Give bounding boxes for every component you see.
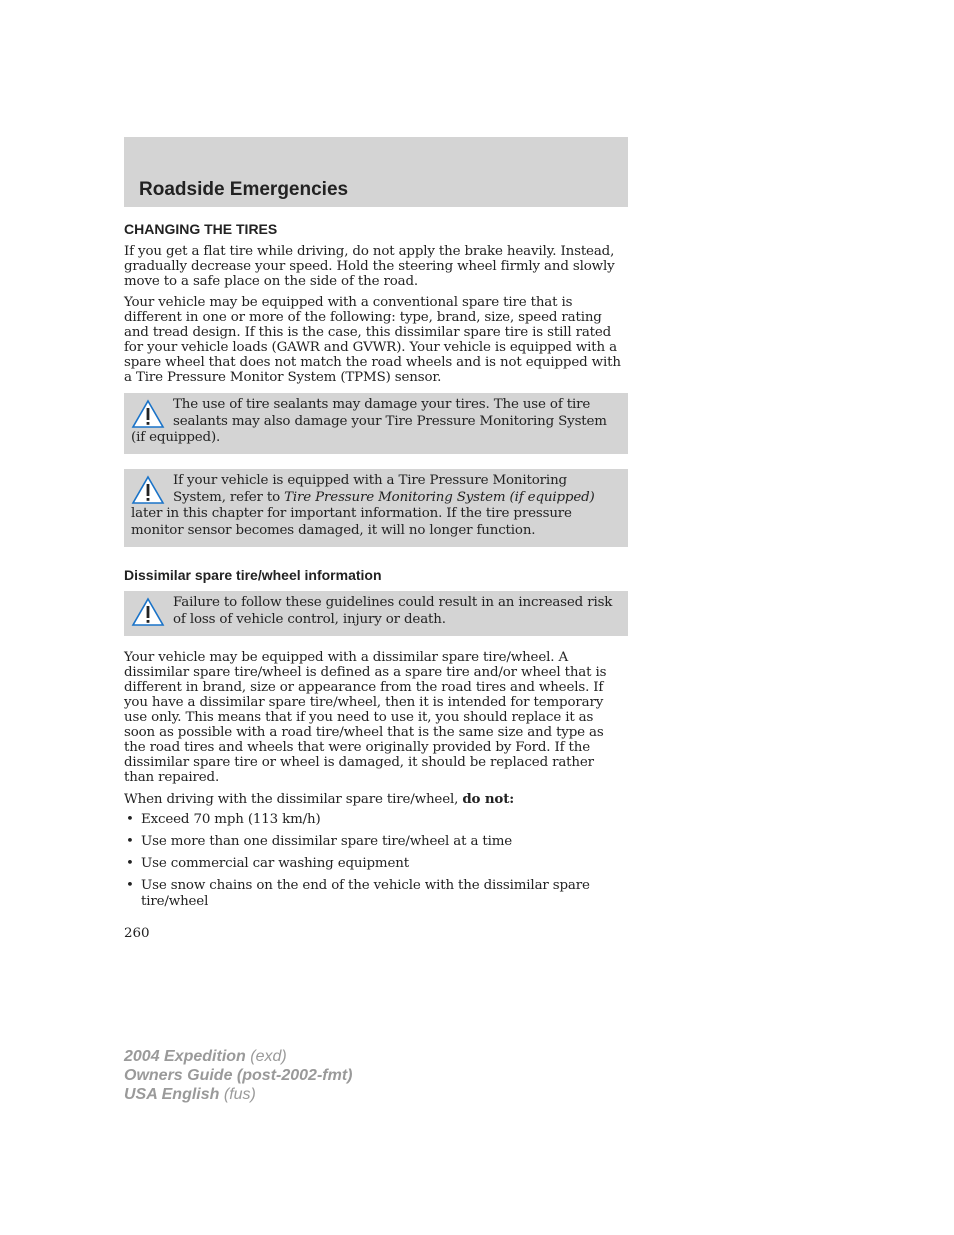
footer-line-2 bbox=[124, 1066, 352, 1085]
warning-box-guidelines bbox=[124, 591, 628, 636]
bullet-icon: • bbox=[126, 834, 134, 849]
list-item-text: Exceed 70 mph (113 km/h) bbox=[141, 812, 321, 827]
list-item-text: Use more than one dissimilar spare tire/wheel at a time bbox=[141, 834, 513, 849]
dissimilar-heading-wrap bbox=[124, 567, 628, 583]
list-item bbox=[124, 834, 628, 850]
changing-tires-heading: CHANGING THE TIRES bbox=[124, 221, 278, 237]
footer-model: 2004 Expedition bbox=[124, 1048, 246, 1065]
changing-tires-para1: If you get a flat tire while driving, do not apply the brake heavily. Instead, gradually decrease your speed. Hold the steering wheel firmly and slowly move to a safe place on the side of the road. bbox=[124, 244, 615, 289]
list-item-text: Use commercial car washing equipment bbox=[141, 856, 409, 871]
list-item-text: Use snow chains on the end of the vehicle with the dissimilar spare tire/wheel bbox=[141, 878, 590, 909]
do-not-list bbox=[124, 812, 628, 910]
dissimilar-intro-text: When driving with the dissimilar spare tire/wheel, bbox=[124, 792, 463, 807]
footer-model-code: (exd) bbox=[245, 1048, 287, 1065]
list-item bbox=[124, 856, 628, 872]
dissimilar-para: Your vehicle may be equipped with a dissimilar spare tire/wheel. A dissimilar spare tire/wheel is defined as a spare tire and/or wheel that is different in brand, size or appearance from the road tires and wheels. If you have a dissimilar spare tire/wheel, then it is intended for temporary use only. This means that if you need to use it, you should replace it as soon as possible with a road tire/wheel that is the same size and type as the road tires and wheels that were originally provided by Ford. If the dissimilar spare tire or wheel is damaged, it should be replaced rather than repaired. bbox=[124, 650, 607, 785]
footer-guide: Owners Guide (post-2002-fmt) bbox=[124, 1067, 353, 1084]
warning-text-tpms bbox=[131, 473, 620, 539]
footer-line-1 bbox=[124, 1047, 352, 1066]
bullet-icon: • bbox=[126, 878, 134, 893]
document-footer bbox=[124, 1047, 352, 1104]
bullet-icon: • bbox=[126, 856, 134, 871]
warning-tpms-reference: Tire Pressure Monitoring System (if equipped) bbox=[284, 489, 595, 505]
warning-tpms-post: later in this chapter for important information. If the tire pressure monitor sensor becomes damaged, it will no longer function. bbox=[131, 506, 572, 538]
warning-box-sealant bbox=[124, 393, 628, 454]
list-item bbox=[124, 878, 628, 910]
warning-triangle-icon bbox=[131, 475, 165, 505]
warning-tpms-pre: If your vehicle is equipped with a Tire Pressure Monitoring System, refer to bbox=[173, 473, 567, 505]
page-number: 260 bbox=[124, 926, 150, 941]
list-item bbox=[124, 812, 628, 828]
warning-text-sealant: The use of tire sealants may damage your tires. The use of tire sealants may also damage your Tire Pressure Monitoring System (if equipped). bbox=[131, 397, 607, 445]
warning-triangle-icon bbox=[131, 399, 165, 429]
footer-line-3 bbox=[124, 1085, 352, 1104]
changing-tires-section bbox=[124, 221, 628, 385]
warning-triangle-icon bbox=[131, 597, 165, 627]
dissimilar-section bbox=[124, 650, 628, 916]
section-title: Roadside Emergencies bbox=[139, 179, 349, 200]
section-header-band bbox=[124, 137, 628, 207]
bullet-icon: • bbox=[126, 812, 134, 827]
dissimilar-intro-bold: do not: bbox=[462, 791, 515, 807]
footer-language: USA English bbox=[124, 1086, 220, 1103]
warning-text-guidelines: Failure to follow these guidelines could result in an increased risk of loss of vehicle control, injury or death. bbox=[173, 595, 613, 627]
footer-language-code: (fus) bbox=[219, 1086, 256, 1103]
warning-box-tpms bbox=[124, 469, 628, 547]
changing-tires-para2: Your vehicle may be equipped with a conventional spare tire that is different in one or more of the following: type, brand, size, speed rating and tread design. If this is the case, this dissimilar spare tire is still rated for your vehicle loads (GAWR and GVWR). Your vehicle is equipped with a spare wheel that does not match the road wheels and is not equipped with a Tire Pressure Monitor System (TPMS) sensor. bbox=[124, 295, 621, 385]
dissimilar-intro bbox=[124, 792, 628, 807]
dissimilar-heading: Dissimilar spare tire/wheel information bbox=[124, 567, 382, 583]
